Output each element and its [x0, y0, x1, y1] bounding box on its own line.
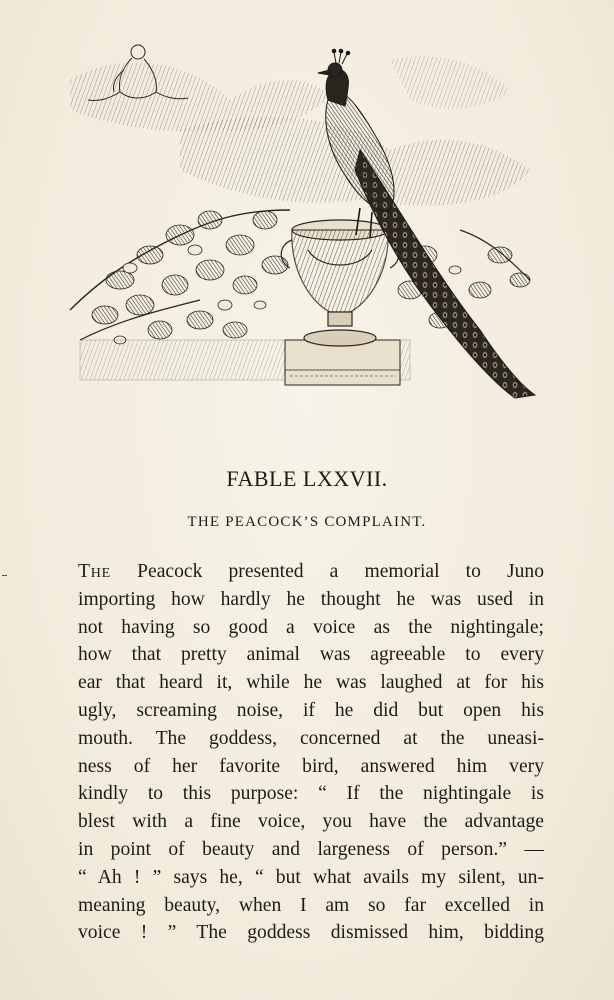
body-line: “ Ah ! ” says he, “ but what avails my silent, un-: [78, 866, 544, 888]
body-line: voice ! ” The goddess dismissed him, bidding: [78, 922, 544, 944]
stone-ledge: [80, 340, 410, 385]
fable-body: [78, 558, 544, 947]
body-line: mouth. The goddess, concerned at the uneasi-: [78, 727, 544, 749]
body-line: kindly to this purpose: “ If the nightingale is: [78, 783, 544, 805]
body-line: ness of her favorite bird, answered him very: [78, 755, 544, 777]
margin-mark: [2, 575, 7, 576]
body-line: how that pretty animal was agreeable to every: [78, 644, 544, 666]
body-line: not having so good a voice as the nightingale;: [78, 616, 544, 638]
peacock-illustration: [60, 40, 540, 400]
sky-clouds: [70, 56, 530, 205]
body-line: importing how hardly he thought he was used in: [78, 588, 544, 610]
body-line: The Peacock presented a memorial to Juno: [78, 561, 544, 582]
body-line: meaning beauty, when I am so far excelled in: [78, 894, 544, 916]
fable-title: THE PEACOCK’S COMPLAINT.: [187, 514, 427, 530]
fable-number: FABLE LXXVII.: [226, 466, 388, 491]
body-line: in point of beauty and largeness of person.” —: [78, 838, 544, 860]
body-line: blest with a fine voice, you have the advantage: [78, 811, 544, 833]
urn: [281, 220, 399, 346]
drop-word: The: [78, 561, 112, 582]
engraving-svg: [60, 40, 540, 400]
body-line: ear that heard it, while he was laughed at for his: [78, 672, 544, 694]
body-line: ugly, screaming noise, if he did but open his: [78, 699, 544, 721]
